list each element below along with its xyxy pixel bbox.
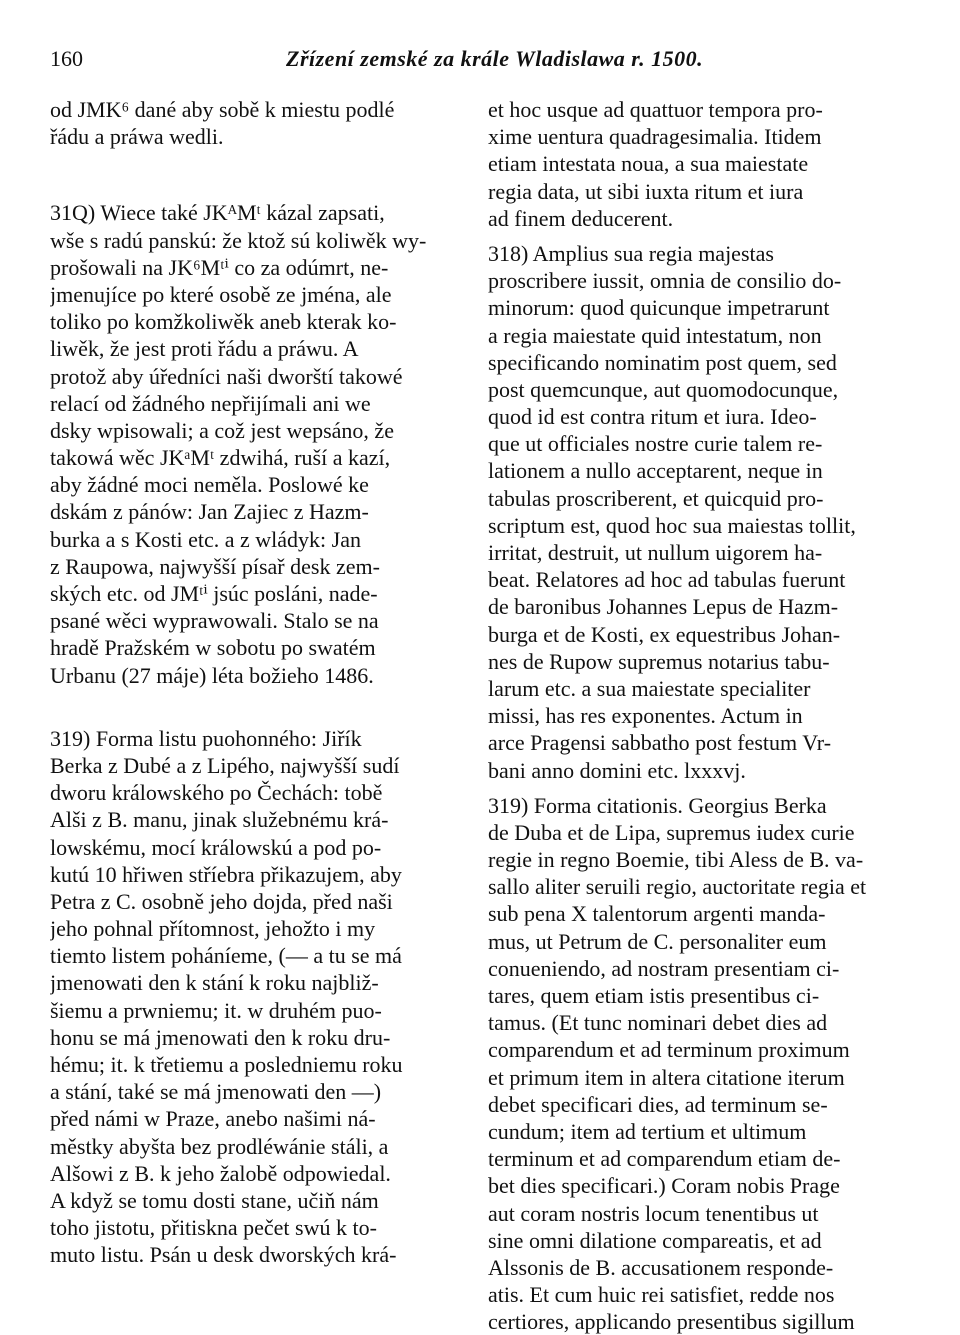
text-line: regie in regno Boemie, tibi Aless de B. va- <box>488 847 864 873</box>
text-line: aut coram nostris locum tenentibus ut <box>488 1200 819 1226</box>
text-line: sine omni dilatione compareatis, et ad <box>488 1227 822 1253</box>
text-line: hradě Pražském w sobotu po swatém <box>50 635 376 661</box>
text-line: lationem a nullo acceptarent, neque in <box>488 458 823 484</box>
text-line: sallo aliter seruili regio, auctoritate regia et <box>488 874 867 900</box>
text-line: řádu a práwa wedli. <box>50 124 224 150</box>
text-line: aby žádné moci neměla. Poslowé ke <box>50 472 369 498</box>
text-line: quod id est contra ritum et iura. Ideo- <box>488 404 817 430</box>
text-line: scriptum est, quod hoc sua maiestas tollit, <box>488 512 856 538</box>
text-line: toliko po komžkoliwěk aneb kterak ko- <box>50 309 397 335</box>
text-line: hému; it. k třetiemu a posledniemu roku <box>50 1052 403 1077</box>
text-line: Alšowi z B. k jeho žalobě odpowiedal. <box>50 1160 391 1186</box>
text-line: bet dies specificari.) Coram nobis Prage <box>488 1173 840 1199</box>
paragraph <box>50 199 470 688</box>
text-line: relací od žádného nepřijímali ani we <box>50 390 371 416</box>
paragraph <box>488 96 908 232</box>
text-line: dsky wpisowali; a což jest wepsáno, že <box>50 417 394 443</box>
text-line: cundum; item ad tertium et ultimum <box>488 1118 807 1144</box>
text-line: et hoc usque ad quattuor tempora pro- <box>488 97 823 122</box>
text-line: 318) Amplius sua regia majestas <box>488 240 774 266</box>
text-line: minorum: quod quicunque impetrarunt <box>488 295 830 321</box>
text-line: tiemto listem poháníeme, (— a tu se má <box>50 943 402 969</box>
text-line: jeho pohnal přítomnost, jehožto i my <box>50 916 376 942</box>
text-line: irritat, destruit, ut nullum uigorem ha- <box>488 540 823 565</box>
text-line: larum etc. a sua maiestate specialiter <box>488 675 811 701</box>
paragraph <box>488 792 908 1335</box>
text-line: de Duba et de Lipa, supremus iudex curie <box>488 819 855 845</box>
text-line: xime uentura quadragesimalia. Itidem <box>488 124 822 150</box>
paragraph <box>50 96 470 150</box>
text-line: a regia maiestate quid intestatum, non <box>488 322 822 348</box>
text-line: sub pena X talentorum argenti manda- <box>488 901 826 927</box>
text-line: 319) Forma listu puohonného: Jiřík <box>50 725 362 751</box>
text-line: od JMK⁶ dané aby sobě k miestu podlé <box>50 97 395 122</box>
text-line: specificando nominatim post quem, sed <box>488 349 837 375</box>
text-line: Alši z B. manu, jinak služebnému krá- <box>50 807 389 833</box>
page-header <box>50 46 912 78</box>
text-line: tabulas proscriberent, et quicquid pro- <box>488 485 824 511</box>
page-number: 160 <box>50 46 83 71</box>
paragraph <box>50 725 470 1269</box>
text-line: šiemu a prwniemu; it. w druhém puo- <box>50 997 382 1023</box>
text-line: před námi w Praze, anebo našimi ná- <box>50 1106 376 1132</box>
text-line: toho jistotu, přitiskna pečet swú k to- <box>50 1215 377 1241</box>
text-line: debet specificari dies, ad terminum se- <box>488 1091 828 1117</box>
text-line: beat. Relatores ad hoc ad tabulas fuerunt <box>488 567 846 593</box>
text-line: arce Pragensi sabbatho post festum Vr- <box>488 730 832 756</box>
right-column <box>488 96 908 1335</box>
text-line: z Raupowa, najwyšší písař desk zem- <box>50 553 380 579</box>
text-line: Berka z Dubé a z Lipého, najwyšší sudí <box>50 752 400 778</box>
text-line: burga et de Kosti, ex equestribus Johan- <box>488 621 841 647</box>
text-line: ad finem deducerent. <box>488 205 674 231</box>
text-line: Alssonis de B. accusationem responde- <box>488 1254 834 1280</box>
text-line: de baronibus Johannes Lepus de Hazm- <box>488 594 839 620</box>
text-line: honu se má jmenowati den k roku dru- <box>50 1024 391 1050</box>
text-line: post quemcunque, aut quomodocunque, <box>488 376 839 402</box>
text-line: proscribere iussit, omnia de consilio do- <box>488 268 842 294</box>
text-line: Petra z C. osobně jeho dojda, před naši <box>50 888 393 914</box>
text-line: 31⁠Q) Wiece také JKᴬMᵗ kázal zapsati, <box>50 200 385 226</box>
text-line: liwěk, že jest proti řádu a práwu. A <box>50 336 359 362</box>
text-line: atis. Et cum huic rei satisfiet, redde nos <box>488 1282 835 1308</box>
text-line: nes de Rupow supremus notarius tabu- <box>488 648 830 674</box>
text-line: dskám z pánów: Jan Zajiec z Hazm- <box>50 499 369 525</box>
text-line: městky abyšta bez prodléwánie stáli, a <box>50 1133 389 1159</box>
text-line: conueniendo, ad nostram presentiam ci- <box>488 955 840 981</box>
text-line: certiores, applicando presentibus sigillum <box>488 1309 855 1335</box>
text-line: 319) Forma citationis. Georgius Berka <box>488 792 827 818</box>
text-line: a stání, také se má jmenowati den —) <box>50 1079 382 1105</box>
left-column <box>50 96 470 1269</box>
text-line: et primum item in altera citatione iterum <box>488 1064 845 1090</box>
text-line: lowskému, mocí králowskú a pod po- <box>50 834 382 860</box>
text-line: jmenowati den k stání k roku najbliž- <box>50 970 379 996</box>
text-line: psané wěci wyprawowali. Stalo se na <box>50 608 379 634</box>
text-line: wše s radú panskú: že ktož sú koliwěk wy- <box>50 227 427 253</box>
text-line: prošowali na JK⁶Mᵗⁱ co za odúmrt, ne- <box>50 254 389 280</box>
text-line: tamus. (Et tunc nominari debet dies ad <box>488 1010 828 1036</box>
text-line: kutú 10 hřiwen stříebra přikazujem, aby <box>50 861 402 887</box>
running-title: Zřízení zemské za krále Wladislawa r. 1500. <box>286 46 704 71</box>
text-line: regia data, ut sibi iuxta ritum et iura <box>488 178 804 204</box>
text-line: etiam intestata noua, a sua maiestate <box>488 151 809 177</box>
text-line: ských etc. od JMᵗⁱ jsúc posláni, nade- <box>50 581 378 606</box>
text-line: que ut officiales nostre curie talem re- <box>488 431 823 457</box>
paragraph <box>488 240 908 784</box>
text-line: protož aby úředníci naši dworští takowé <box>50 363 403 389</box>
text-line: terminum et ad comparendum etiam de- <box>488 1146 841 1172</box>
text-line: comparendum et ad terminum proximum <box>488 1037 850 1063</box>
text-line: jmenujíce po které osobě ze jména, ale <box>50 281 392 307</box>
text-line: bani anno domini etc. lxxxvj. <box>488 757 746 783</box>
text-line: missi, has res exponentes. Actum in <box>488 703 803 729</box>
text-line: A když se tomu dosti stane, učiň nám <box>50 1187 379 1213</box>
text-line: Urbanu (27 máje) léta božieho 1486. <box>50 662 374 688</box>
text-line: dworu králowského po Čechách: tobě <box>50 780 383 806</box>
text-line: muto listu. Psán u desk dworských krá- <box>50 1242 397 1268</box>
text-line: burka a s Kosti etc. a z wládyk: Jan <box>50 526 361 552</box>
text-line: tares, quem etiam istis presentibus ci- <box>488 983 820 1008</box>
text-line: mus, ut Petrum de C. personaliter eum <box>488 928 827 954</box>
text-line: takowá wěc JKᵃMᵗ zdwihá, ruší a kazí, <box>50 445 391 471</box>
